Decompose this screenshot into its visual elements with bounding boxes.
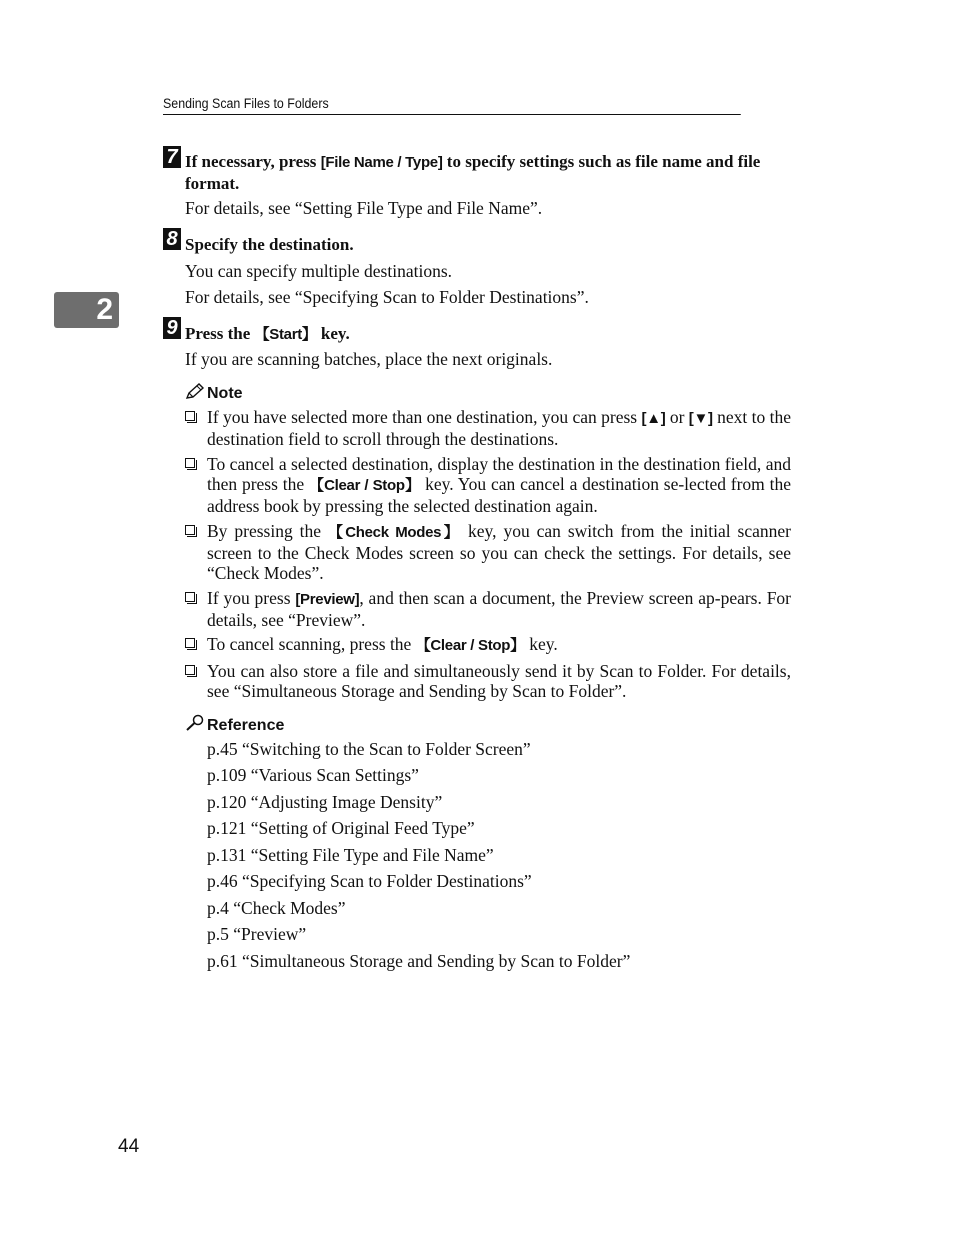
checkbox-bullet-icon xyxy=(185,592,195,602)
note-item: To cancel scanning, press the 【Clear / Stop】 key. xyxy=(185,634,791,656)
down-arrow-key: [▼] xyxy=(688,410,713,427)
reference-link[interactable]: p.120 “Adjusting Image Density” xyxy=(207,792,443,812)
step-8-title: Specify the destination. xyxy=(185,235,354,254)
step-9-title-post: key. xyxy=(316,324,350,343)
chapter-tab: 2 xyxy=(54,292,119,328)
running-header-title: Sending Scan Files to Folders xyxy=(163,96,329,111)
preview-key: [Preview] xyxy=(295,591,360,608)
note-item: To cancel a selected destination, display the destination in the destination field, and then press the 【Clear / Stop】 key. You can cancel a destination se-lected from the address book by pressing the selected destination again. xyxy=(185,454,791,516)
reference-link[interactable]: p.4 “Check Modes” xyxy=(207,898,346,918)
note-item: If you press [Preview], and then scan a document, the Preview screen ap-pears. For details, see “Preview”. xyxy=(185,588,791,630)
step-7-body: For details, see “Setting File Type and File Name”. xyxy=(185,198,543,218)
page-number: 44 xyxy=(118,1136,140,1157)
step-9-body: If you are scanning batches, place the next originals. xyxy=(185,349,553,369)
clear-stop-key: 【Clear / Stop】 xyxy=(415,637,525,654)
note-heading-label: Note xyxy=(207,385,243,402)
checkbox-bullet-icon xyxy=(185,411,195,421)
reference-link[interactable]: p.45 “Switching to the Scan to Folder Screen” xyxy=(207,739,531,759)
checkbox-bullet-icon xyxy=(185,638,195,648)
step-7-title xyxy=(185,151,791,194)
file-name-type-key: [File Name / Type] xyxy=(320,154,443,171)
running-header xyxy=(163,96,741,115)
step-8-body-2: For details, see “Specifying Scan to Folder Destinations”. xyxy=(185,287,589,307)
step-9-title xyxy=(185,323,791,345)
note-heading xyxy=(185,383,243,404)
step-number-9: 9 xyxy=(163,317,181,339)
reference-link[interactable]: p.61 “Simultaneous Storage and Sending by Scan to Folder” xyxy=(207,951,631,971)
reference-link[interactable]: p.5 “Preview” xyxy=(207,924,307,944)
note-item: If you have selected more than one destination, you can press [▲] or [▼] next to the destination field to scroll through the destinations. xyxy=(185,407,791,449)
reference-heading xyxy=(185,714,284,736)
step-number-7: 7 xyxy=(163,146,181,168)
reference-link[interactable]: p.131 “Setting File Type and File Name” xyxy=(207,845,494,865)
reference-link[interactable]: p.109 “Various Scan Settings” xyxy=(207,765,419,785)
note-item: By pressing the 【Check Modes】 key, you can switch from the initial scanner screen to the Check Modes screen so you can check the settings. For details, see “Check Modes”. xyxy=(185,521,791,583)
clear-stop-key: 【Clear / Stop】 xyxy=(308,477,421,494)
reference-heading-label: Reference xyxy=(207,717,285,734)
reference-link[interactable]: p.46 “Specifying Scan to Folder Destinations” xyxy=(207,871,532,891)
step-number-8: 8 xyxy=(163,228,181,250)
step-9-title-pre: Press the xyxy=(185,324,255,343)
magnifier-reference-icon xyxy=(185,714,205,732)
step-7-title-post: to specify settings such as file name and file format. xyxy=(185,152,761,193)
checkbox-bullet-icon xyxy=(185,665,195,675)
start-key: 【Start】 xyxy=(254,326,317,343)
step-7-title-pre: If necessary, press xyxy=(185,152,321,171)
note-item: You can also store a file and simultaneously send it by Scan to Folder. For details, see “Simultaneous Storage and Sending by Scan to Folder”. xyxy=(185,661,791,701)
step-8-body-1: You can specify multiple destinations. xyxy=(185,261,453,281)
check-modes-key: 【Check Modes】 xyxy=(327,524,462,541)
reference-link[interactable]: p.121 “Setting of Original Feed Type” xyxy=(207,818,475,838)
checkbox-bullet-icon xyxy=(185,525,195,535)
up-arrow-key: [▲] xyxy=(641,410,666,427)
pencil-note-icon xyxy=(185,383,205,400)
checkbox-bullet-icon xyxy=(185,458,195,468)
